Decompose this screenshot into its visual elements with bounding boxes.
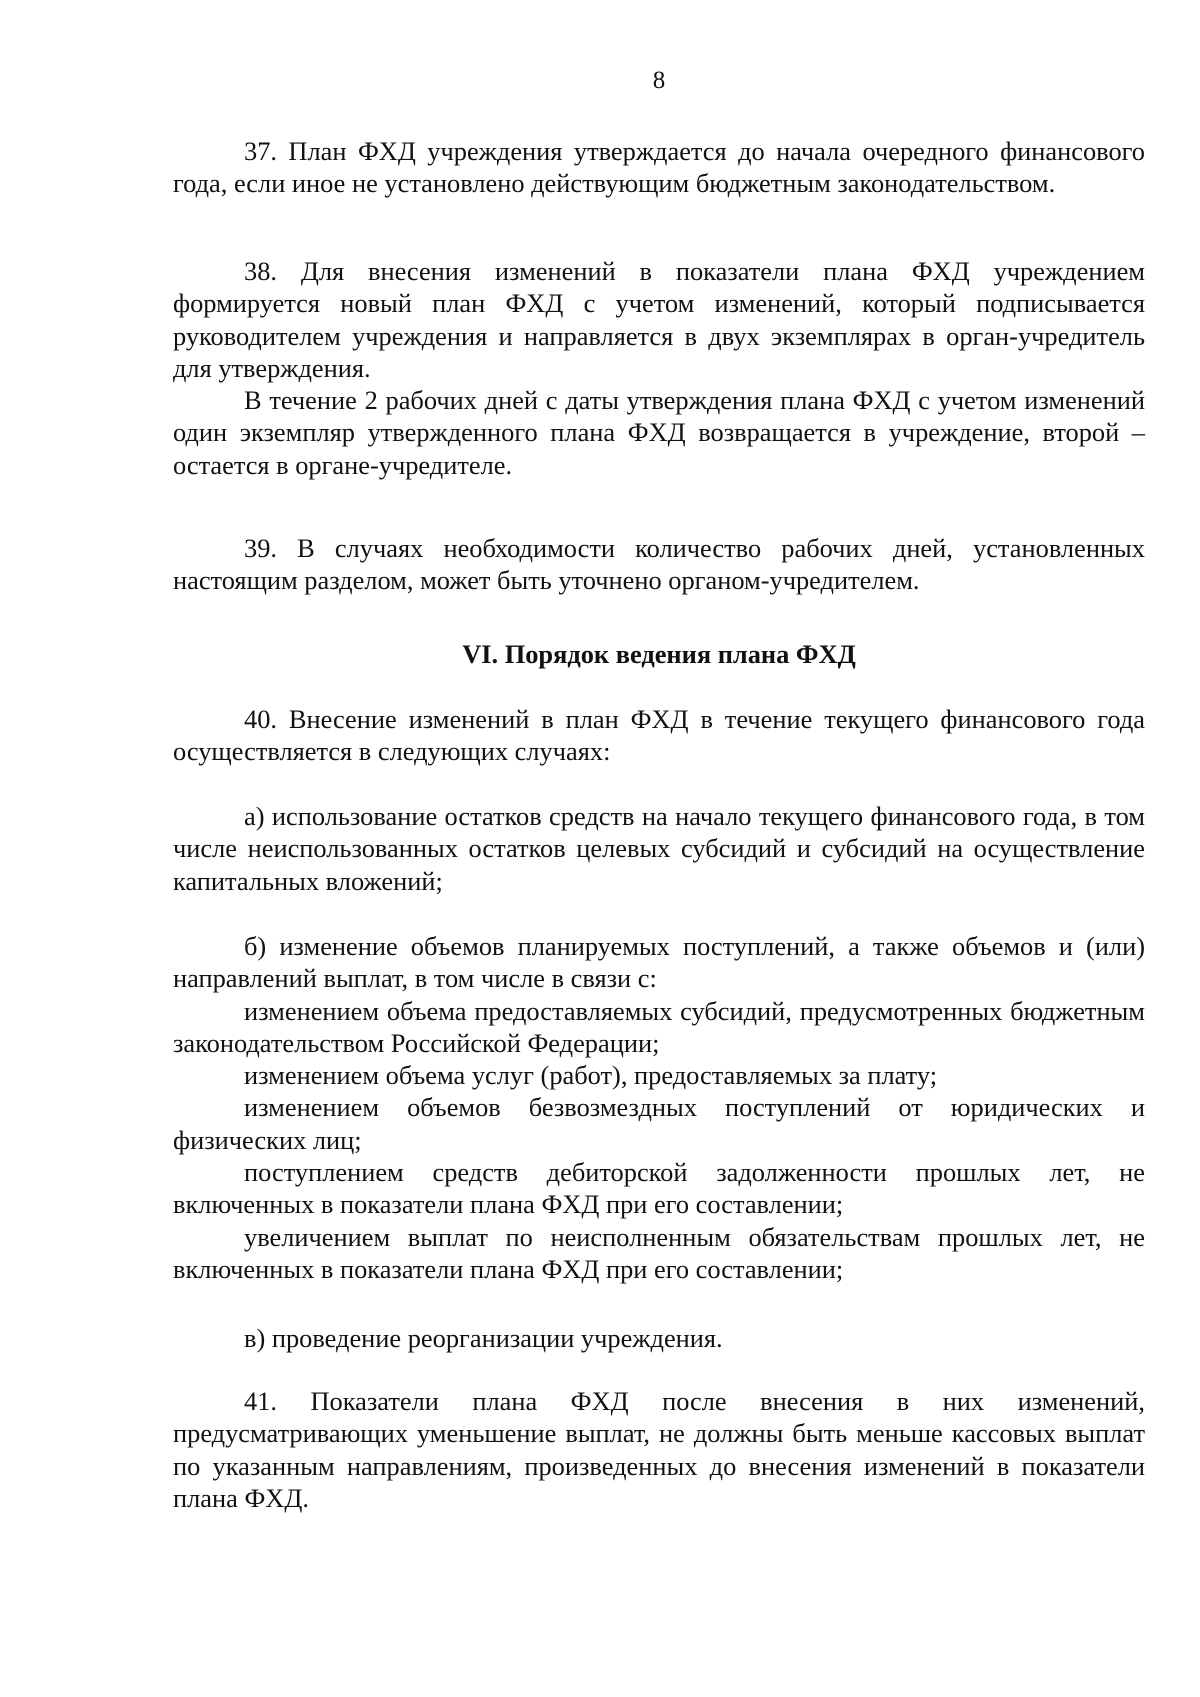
paragraph-40a-block [173, 800, 1145, 897]
paragraph-37-block [173, 135, 1145, 200]
paragraph-40b-item-5: увеличением выплат по неисполненным обязательствам прошлых лет, не включенных в показатели плана ФХД при его составлении; [173, 1221, 1145, 1284]
page-number: 8 [652, 67, 666, 94]
paragraph-40c-block [173, 1322, 1145, 1354]
paragraph-41: 41. Показатели плана ФХД после внесения в них изменений, предусматривающих уменьшение выплат, не должны быть меньше кассовых выплат по указанным направлениям, произведенных до внесения изменений в показатели плана ФХД. [173, 1386, 1145, 1513]
paragraph-38: 38. Для внесения изменений в показатели плана ФХД учреждением формируется новый план ФХД с учетом изменений, который подписывается руководителем учреждения и направляется в двух экземплярах в орган-учредитель для утверждения. [173, 256, 1145, 383]
paragraph-40b-block [173, 930, 1145, 1285]
paragraph-40b-item-1: изменением объема предоставляемых субсидий, предусмотренных бюджетным законодательством Российской Федерации; [173, 995, 1145, 1058]
paragraph-37: 37. План ФХД учреждения утверждается до начала очередного финансового года, если иное не установлено действующим бюджетным законодательством. [173, 136, 1145, 199]
paragraph-41-block [173, 1385, 1145, 1514]
paragraph-39-block [173, 532, 1145, 597]
paragraph-40-block [173, 703, 1145, 768]
paragraph-40: 40. Внесение изменений в план ФХД в течение текущего финансового года осуществляется в следующих случаях: [173, 704, 1145, 767]
paragraph-40b-item-2: изменением объема услуг (работ), предоставляемых за плату; [244, 1060, 938, 1091]
paragraph-40b-item-3: изменением объемов безвозмездных поступлений от юридических и физических лиц; [173, 1092, 1145, 1155]
paragraph-38-continuation: В течение 2 рабочих дней с даты утверждения плана ФХД с учетом изменений один экземпляр утвержденного плана ФХД возвращается в учреждение, второй – остается в органе-учредителе. [173, 385, 1145, 480]
paragraph-40c: в) проведение реорганизации учреждения. [244, 1323, 723, 1353]
paragraph-39: 39. В случаях необходимости количество рабочих дней, установленных настоящим разделом, может быть уточнено органом-учредителем. [173, 533, 1145, 596]
paragraph-40a: а) использование остатков средств на начало текущего финансового года, в том числе неиспользованных остатков целевых субсидий и субсидий на осуществление капитальных вложений; [173, 801, 1145, 896]
paragraph-40b-item-4: поступлением средств дебиторской задолженности прошлых лет, не включенных в показатели плана ФХД при его составлении; [173, 1157, 1145, 1220]
section-heading: VI. Порядок ведения плана ФХД [462, 639, 856, 669]
paragraph-38-block [173, 255, 1145, 481]
paragraph-40b: б) изменение объемов планируемых поступлений, а также объемов и (или) направлений выплат, в том числе в связи с: [173, 931, 1145, 994]
